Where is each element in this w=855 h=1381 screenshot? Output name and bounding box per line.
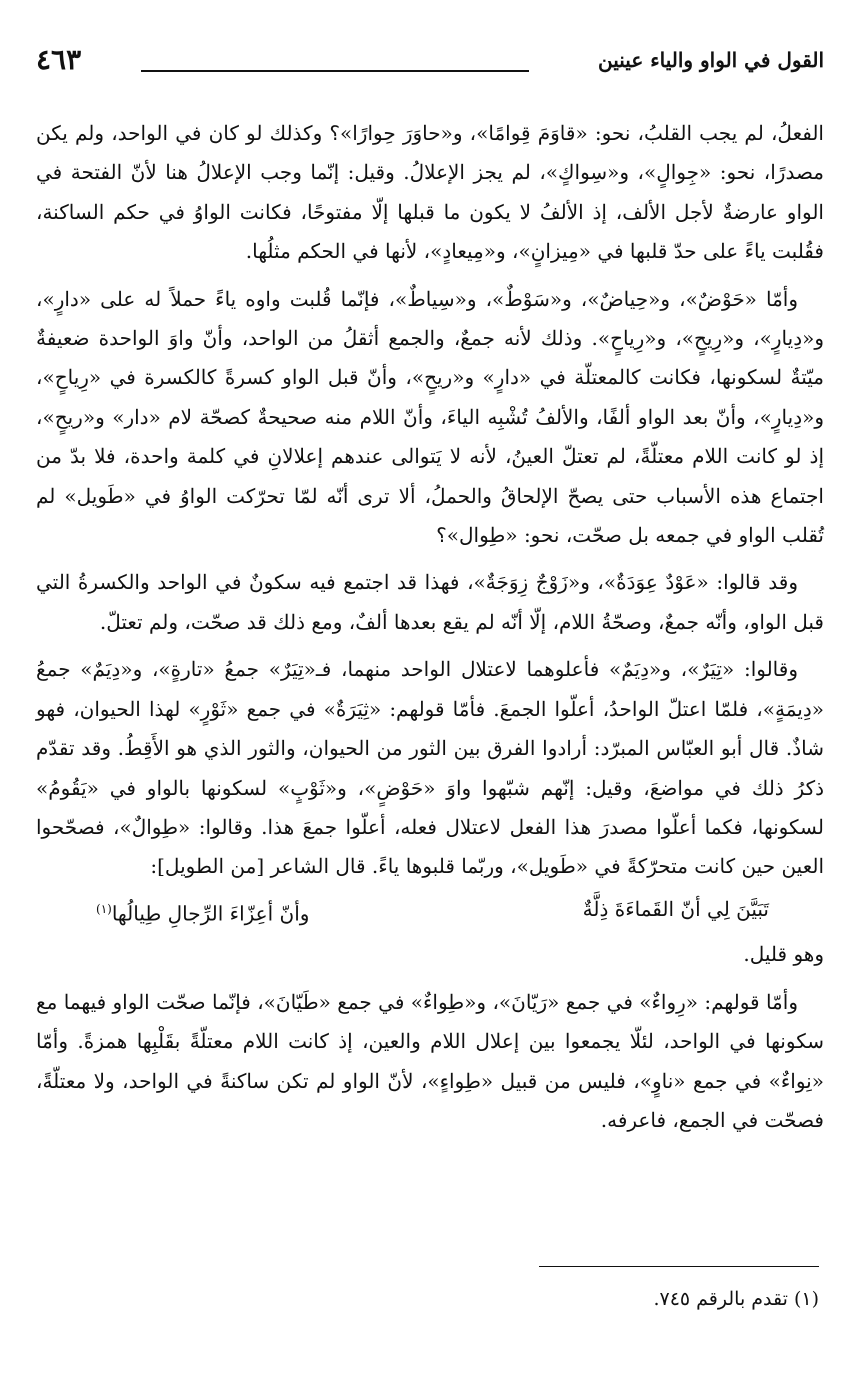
paragraph-4: وقالوا: «تِيَرٌ»، و«دِيَمٌ» فأعلوهما لاعتلال الواحد منهما، فـ«تِيَرٌ» جمعُ «تارةٍ»، و«دِيَمٌ» جمعُ «دِيمَةٍ»، فلمّا اعتلّ الواحدُ، أعلّوا الجمعَ. فأمّا قولهم: «ثِيَرَةٌ» في جمع «ثَوْرٍ» لهذا الحيوان، فهو شاذٌ. قال أبو العبّاس المبرّد: أرادوا الفرق بين الثور من الحيوان، والثور الذي هو الأَقِطُ. وقد تقدّم ذكرُ ذلك في مواضعَ، وقيل: إنّهم شبّهوا واوَ «حَوْضٍ»، و«ثَوْبٍ» لسكونها بالواو في «يَقُومُ» لسكونها، فكما أعلّوا مصدرَ هذا الفعل لاعتلال فعله، أعلّوا جمعَ هذا. وقالوا: «طِوالٌ»، فصحّحوا العين حين كانت متحرّكةً في «طَويل»، وربّما قلبوها ياءً. قال الشاعر [من الطويل]: xyxy=(36,657,824,879)
verse-second-hemistich xyxy=(96,889,309,934)
paragraph-5: وأمّا قولهم: «رِواءٌ» في جمع «رَيّانَ»، و«طِواءٌ» في جمع «طَيّانَ»، فإنّما صحّت الواو فيهما مع سكونها في الواحد، لئلّا يجمعوا بين إعلال اللام والعين، إذ كانت اللام معتلّةً بقَلْبِها همزةً. وأمّا «نِواءٌ» في جمع «ناوٍ»، فليس من قبيل «طِواءٍ»، لأنّ الواو لم تكن ساكنةً في الواحد، ولا معتلّةً، فصحّت في الجمع، فاعرفه. xyxy=(35,989,824,1132)
header-rule xyxy=(141,70,529,72)
footnote: (١) تقدم بالرقم ٧٤٥. xyxy=(653,1288,819,1310)
verse-second-hemistich-text: وأنّ أعِزّاءَ الرِّجالِ طِيالُها xyxy=(111,901,310,926)
page-header xyxy=(36,40,824,92)
running-title: القول في الواو والياء عينين xyxy=(597,48,824,72)
page-number: ٤٦٣ xyxy=(36,43,82,76)
paragraph-1: الفعلُ، لم يجب القلبُ، نحو: «قاوَمَ قِوامًا»، و«حاوَرَ حِوارًا»؟ وكذلك لو كان في الواحد، ولم يكن مصدرًا، نحو: «جِوالٍ»، و«سِواكٍ»، لم يجز الإعلالُ. وقيل: إنّما وجب الإعلالُ هنا لأنّ الفتحة في الواو عارضةٌ لأجل الألف، إذ الألفُ لا يكون ما قبلها إلّا مفتوحًا، فكانت الواوُ في حكم الساكنة، فقُلبت ياءً على حدّ قلبها في «مِيزانٍ»، و«مِيعادٍ»، لأنها في الحكم مثلُها. xyxy=(36,121,824,264)
footnote-divider xyxy=(539,1266,819,1267)
after-verse-text: وهو قليل. xyxy=(743,942,824,967)
paragraph-3: وقد قالوا: «عَوْدٌ عِوَدَةٌ»، و«زَوْجٌ زِوَجَةٌ»، فهذا قد اجتمع فيه سكونٌ في الواحد والكسرةُ التي قبل الواو، وأنّه جمعٌ، وصحّةُ اللام، إلّا أنّه لم يقع بعدها ألفٌ، ومع ذلك قد صحّت، ولم تعتلّ. xyxy=(36,570,824,634)
verse-first-hemistich: تَبَيَّنَ لِي أنّ القَماءَةَ ذِلَّةٌ xyxy=(582,896,769,921)
main-text xyxy=(36,114,824,1140)
footnote-reference: (١) xyxy=(96,901,112,916)
paragraph-2: وأمّا «حَوْضٌ»، و«حِياضٌ»، و«سَوْطٌ»، و«سِياطٌ»، فإنّما قُلبت واوه ياءً حملاً له على «دارٍ»، و«دِيارٍ»، و«رِيحٍ»، و«رِياحٍ». وذلك لأنه جمعٌ، والجمع أثقلُ من الواحد، وأنّ واوَ الواحدة ضعيفةٌ ميّتةٌ لسكونها، فكانت كالمعتلّة في «دارٍ» و«ريحٍ»، وأنّ قبل الواو كسرةً كالكسرة في «رِياحٍ»، و«دِيارٍ»، وأنّ بعد الواو ألفًا، والألفُ تُشْبِه الياءَ، وأنّ اللام منه صحيحةٌ كصحّة لام «دار» و«ريحٍ»، إذ لو كانت اللام معتلّةً، لم تعتلّ العينُ، لأنه لا يَتوالى عندهم إعلالانِ في كلمة واحدة، فلا بدّ من اجتماع هذه الأسباب حتى يصحّ الإلحاقُ والحملُ، ألا ترى أنّه لمّا تحرّكت الواوُ في «طَويل» لم تُقلب الواو في جمعه بل صحّت، نحو: «طِوال»؟ xyxy=(36,286,824,548)
poetry-verse xyxy=(36,889,824,934)
